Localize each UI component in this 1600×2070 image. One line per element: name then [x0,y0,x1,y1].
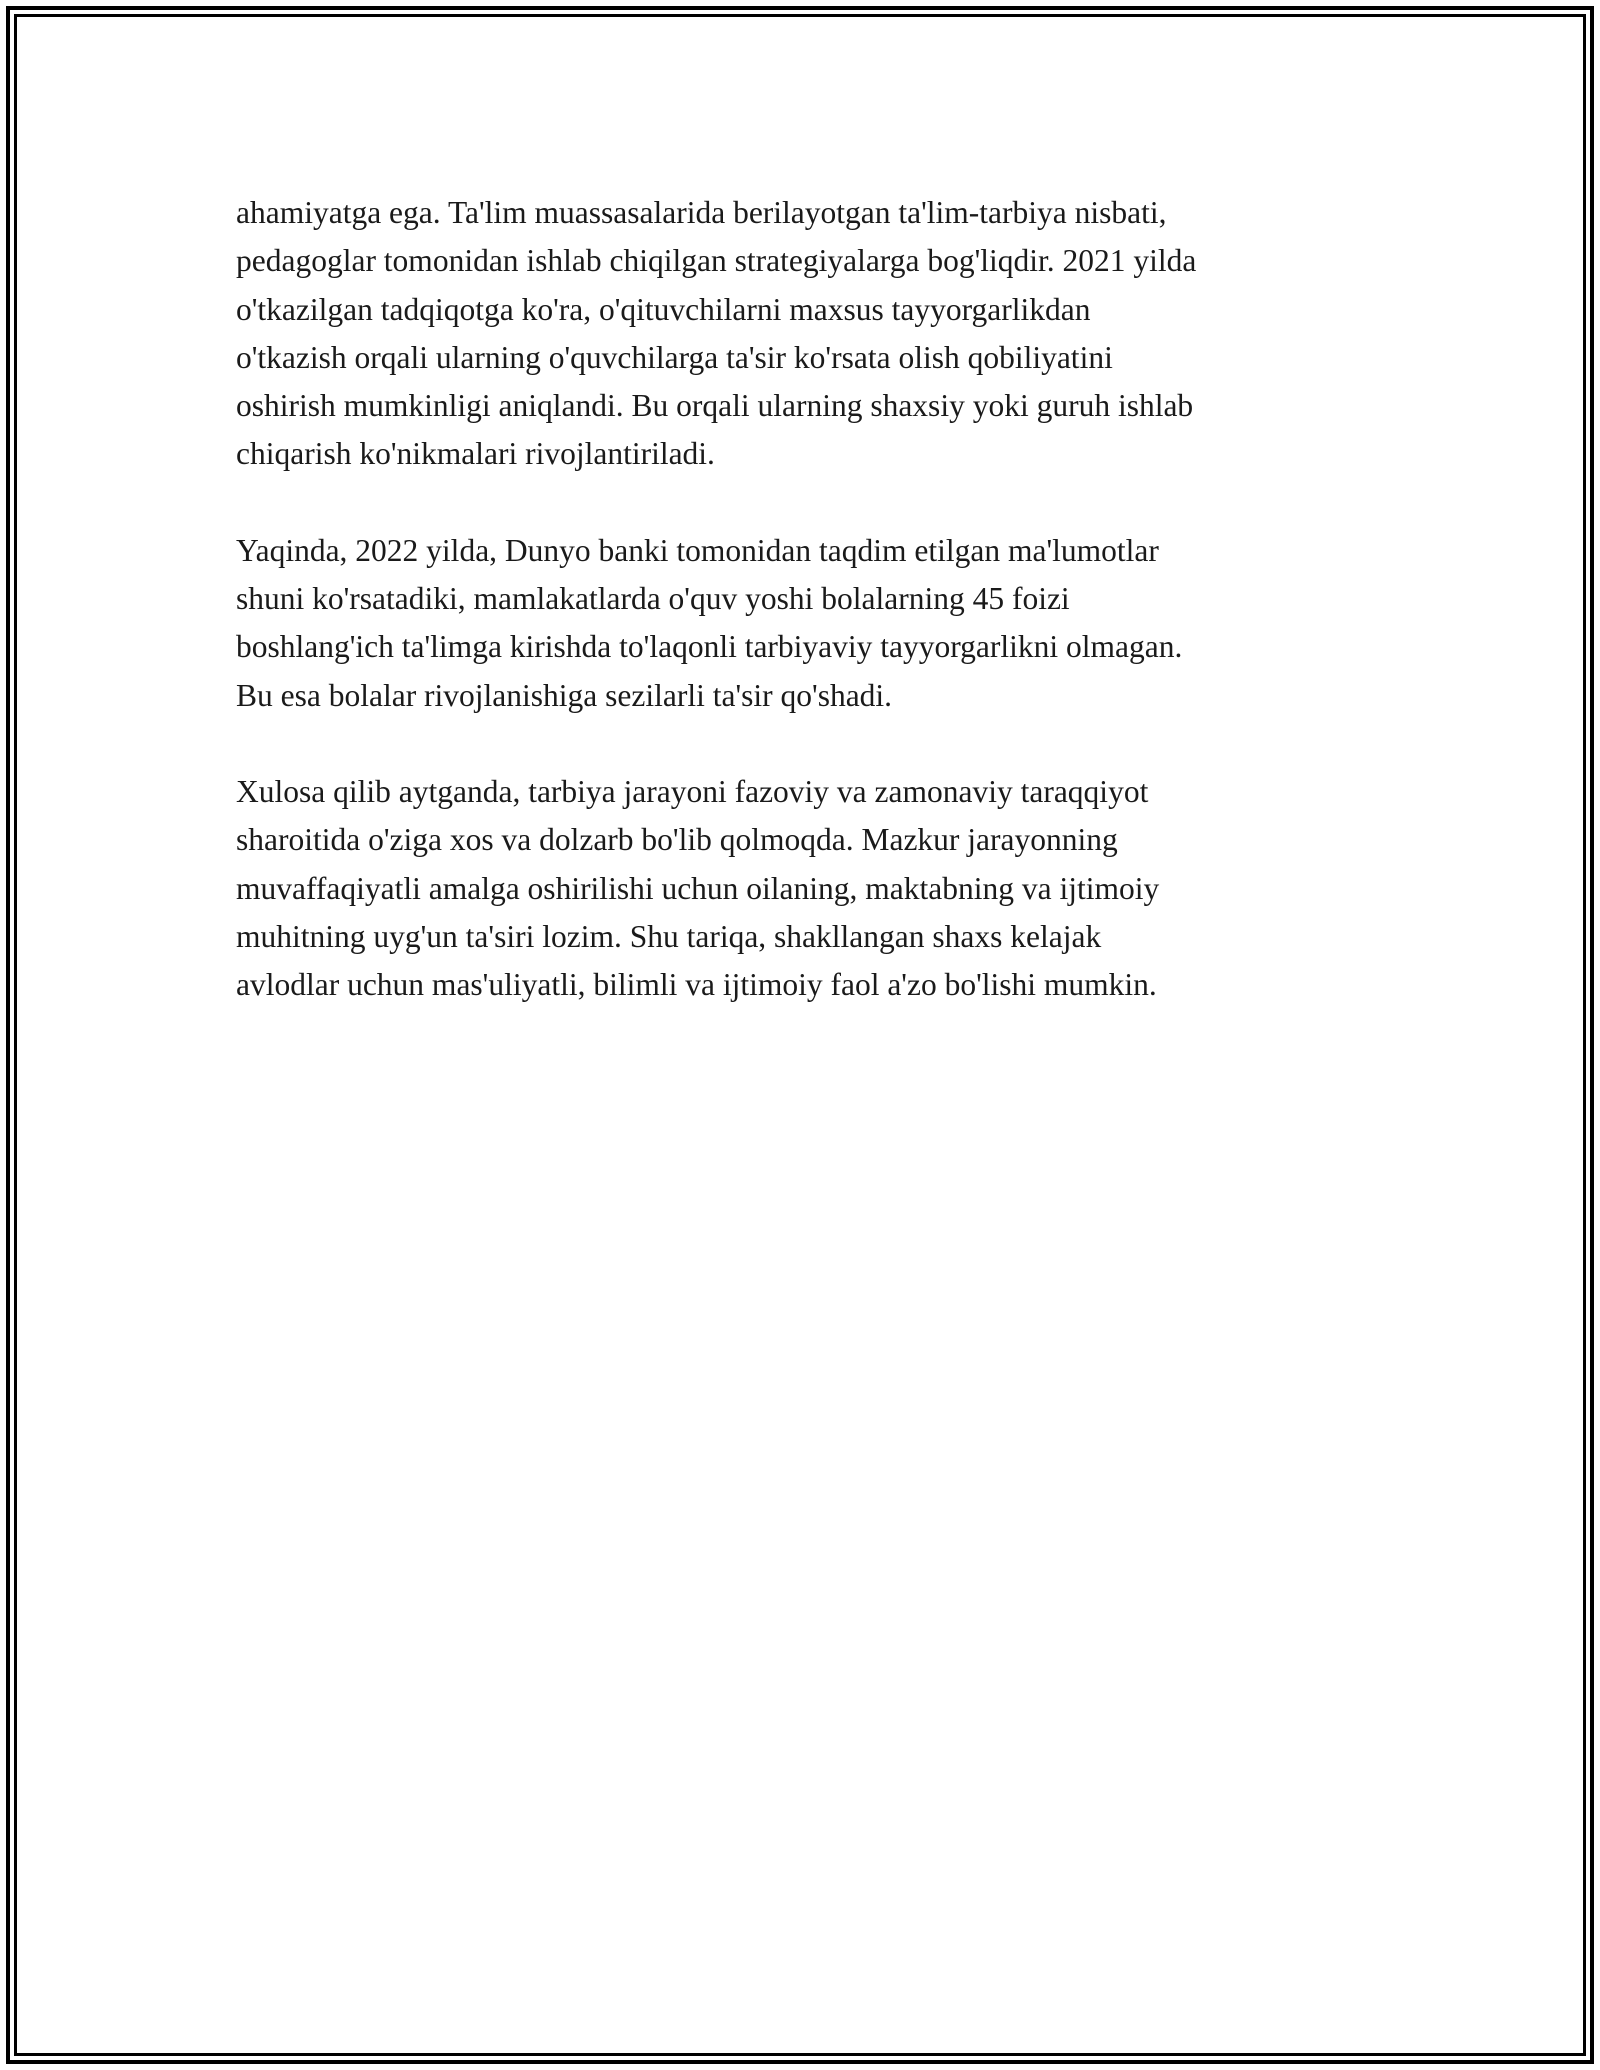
text-line: pedagoglar tomonidan ishlab chiqilgan strategiyalarga bog'liqdir. 2021 yilda [236,243,1197,279]
text-line: muvaffaqiyatli amalga oshirilishi uchun oilaning, maktabning va ijtimoiy [236,870,1160,906]
paragraph-2 [236,527,1376,720]
document-body [236,189,1376,1057]
paragraph-1 [236,189,1376,479]
text-line: o'tkazish orqali ularning o'quvchilarga ta'sir ko'rsata olish qobiliyatini [236,339,1113,375]
paragraph-3 [236,768,1376,1009]
text-line: muhitning uyg'un ta'siri lozim. Shu tariqa, shakllangan shaxs kelajak [236,918,1102,954]
text-line: o'tkazilgan tadqiqotga ko'ra, o'qituvchilarni maxsus tayyorgarlikdan [236,291,1091,327]
text-line: Xulosa qilib aytganda, tarbiya jarayoni fazoviy va zamonaviy taraqqiyot [236,773,1149,809]
text-line: chiqarish ko'nikmalari rivojlantiriladi. [236,436,715,472]
text-line: ahamiyatga ega. Ta'lim muassasalarida berilayotgan ta'lim-tarbiya nisbati, [236,195,1167,230]
text-line: avlodlar uchun mas'uliyatli, bilimli va ijtimoiy faol a'zo bo'lishi mumkin. [236,967,1157,1003]
text-line: Bu esa bolalar rivojlanishiga sezilarli ta'sir qo'shadi. [236,677,893,713]
text-line: sharoitida o'ziga xos va dolzarb bo'lib qolmoqda. Mazkur jarayonning [236,822,1118,858]
text-line: boshlang'ich ta'limga kirishda to'laqonli tarbiyaviy tayyorgarlikni olmagan. [236,629,1183,665]
text-line: oshirish mumkinligi aniqlandi. Bu orqali ularning shaxsiy yoki guruh ishlab [236,388,1194,424]
text-line: Yaqinda, 2022 yilda, Dunyo banki tomonidan taqdim etilgan ma'lumotlar [236,532,1159,568]
text-line: shuni ko'rsatadiki, mamlakatlarda o'quv yoshi bolalarning 45 foizi [236,581,1070,617]
